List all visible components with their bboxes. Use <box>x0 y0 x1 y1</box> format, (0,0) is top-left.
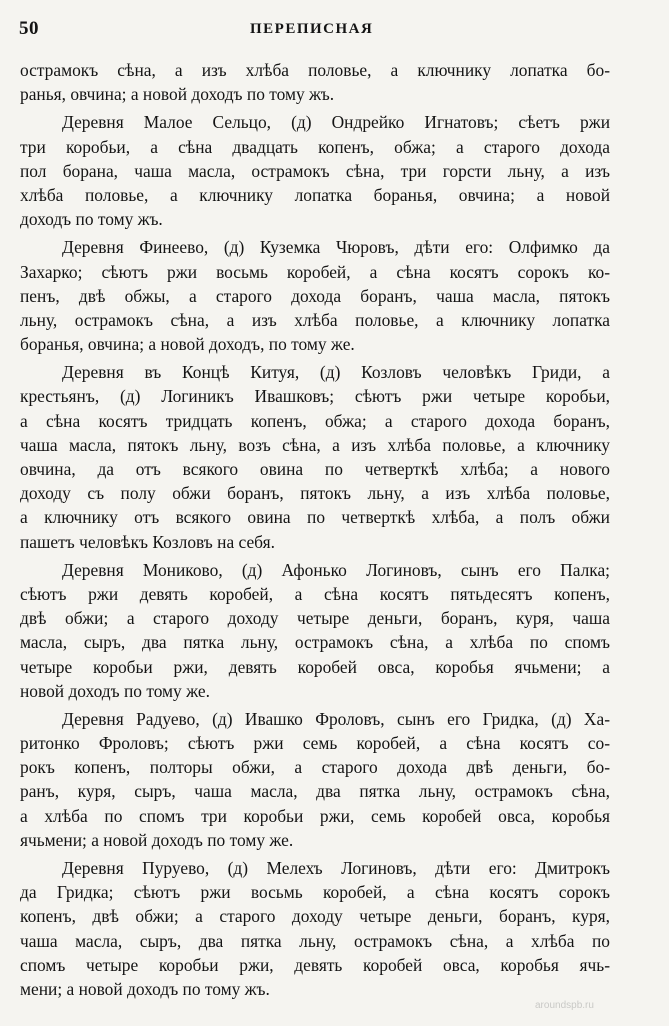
text-line: три коробьи, а сѣна двадцать копенъ, обжа; а старого дохода <box>20 136 610 157</box>
paragraph <box>20 235 610 356</box>
text-line: мени; а новой доходъ по тому жъ. <box>20 978 270 999</box>
text-line: Деревня Финеево, (д) Куземка Чюровъ, дѣти его: Олфимко да <box>62 237 610 258</box>
text-line: овчина, да отъ всякого овина по четверткѣ хлѣба; а нового <box>20 459 610 479</box>
site-watermark: aroundspb.ru <box>535 1000 594 1011</box>
text-line: доходъ по тому жъ. <box>20 209 163 230</box>
paragraph <box>20 360 610 554</box>
text-line: да Гридка; сѣютъ ржи восьмь коробей, а сѣна косятъ сорокъ <box>20 882 610 903</box>
text-line: ритонко Фроловъ; сѣютъ ржи семь коробей, а сѣна косятъ со- <box>20 733 610 754</box>
text-line: а сѣна косятъ тридцать копенъ, обжа; а старого дохода боранъ, <box>20 410 610 431</box>
text-line: Деревня Пуруево, (д) Мелехъ Логиновъ, дѣти его: Дмитрокъ <box>62 858 610 878</box>
text-line: льну, острамокъ сѣна, а изъ хлѣба половье, а ключнику лопатка <box>20 309 610 330</box>
text-line: рокъ копенъ, полторы обжи, а старого дохода двѣ деньги, бо- <box>20 757 610 778</box>
text-line: а хлѣба по спомъ три коробьи ржи, семь коробей овса, коробья <box>20 805 610 826</box>
text-line: копенъ, двѣ обжи; а старого доходу четыре деньги, боранъ, куря, <box>20 906 610 927</box>
text-line: масла, сыръ, два пятка льну, острамокъ сѣна, а хлѣба по спомъ <box>20 632 610 653</box>
body-text <box>20 58 610 1005</box>
paragraph <box>20 58 610 106</box>
text-line: хлѣба половье, а ключнику лопатка боранья, овчина; а новой <box>20 184 610 205</box>
running-head: ПЕРЕПИСНАЯ <box>250 21 374 37</box>
text-line: Деревня въ Концѣ Китуя, (д) Козловъ человѣкъ Гриди, а <box>62 362 610 383</box>
page-number: 50 <box>19 18 39 39</box>
text-line: а ключнику отъ всякого овина по четверткѣ хлѣба, а полъ обжи <box>20 507 610 528</box>
text-line: новой доходъ по тому же. <box>20 680 210 701</box>
text-line: спомъ четыре коробьи ржи, девять коробей овса, коробья ячь- <box>20 954 610 975</box>
text-line: чаша масла, пятокъ льну, возъ сѣна, а изъ хлѣба половье, а ключнику <box>20 434 610 455</box>
text-line: ранья, овчина; а новой доходъ по тому жъ. <box>20 84 335 105</box>
paragraph <box>20 558 610 703</box>
paragraph <box>20 707 610 852</box>
text-line: двѣ обжи; а старого доходу четыре деньги, боранъ, куря, чаша <box>20 608 610 629</box>
text-line: чаша масла, сыръ, два пятка льну, острамокъ сѣна, а хлѣба по <box>20 930 610 951</box>
text-line: сѣютъ ржи девять коробей, а сѣна косятъ пятьдесятъ копенъ, <box>20 583 610 604</box>
paragraph <box>20 110 610 231</box>
text-line: четыре коробьи ржи, девять коробей овса, коробья ячьмени; а <box>20 656 610 677</box>
paragraph <box>20 856 610 1001</box>
text-line: ранъ, куря, сыръ, чаша масла, два пятка льну, острамокъ сѣна, <box>20 781 610 802</box>
text-line: пашетъ человѣкъ Козловъ на себя. <box>20 531 275 552</box>
text-line: пенъ, двѣ обжы, а старого дохода боранъ, чаша масла, пятокъ <box>20 285 610 306</box>
text-line: пол борана, чаша масла, острамокъ сѣна, три горсти льну, а изъ <box>20 160 610 181</box>
text-line: Захарко; сѣютъ ржи восьмь коробей, а сѣна косятъ сорокъ ко- <box>20 261 610 282</box>
text-line: Деревня Мониково, (д) Афонько Логиновъ, сынъ его Палка; <box>62 559 610 580</box>
text-line: боранья, овчина; а новой доходъ, по тому же. <box>20 334 355 355</box>
text-line: острамокъ сѣна, а изъ хлѣба половье, а ключнику лопатка бо- <box>20 60 610 80</box>
text-line: крестьянъ, (д) Логиникъ Ивашковъ; сѣютъ ржи четыре коробьи, <box>20 386 610 407</box>
text-line: Деревня Малое Сельцо, (д) Ондрейко Игнатовъ; сѣетъ ржи <box>62 112 610 133</box>
text-line: Деревня Радуево, (д) Ивашко Фроловъ, сынъ его Гридка, (д) Ха- <box>62 708 610 729</box>
text-line: ячьмени; а новой доходъ по тому же. <box>20 829 294 850</box>
text-line: доходу съ полу обжи боранъ, пятокъ льну, а изъ хлѣба половье, <box>20 483 610 504</box>
